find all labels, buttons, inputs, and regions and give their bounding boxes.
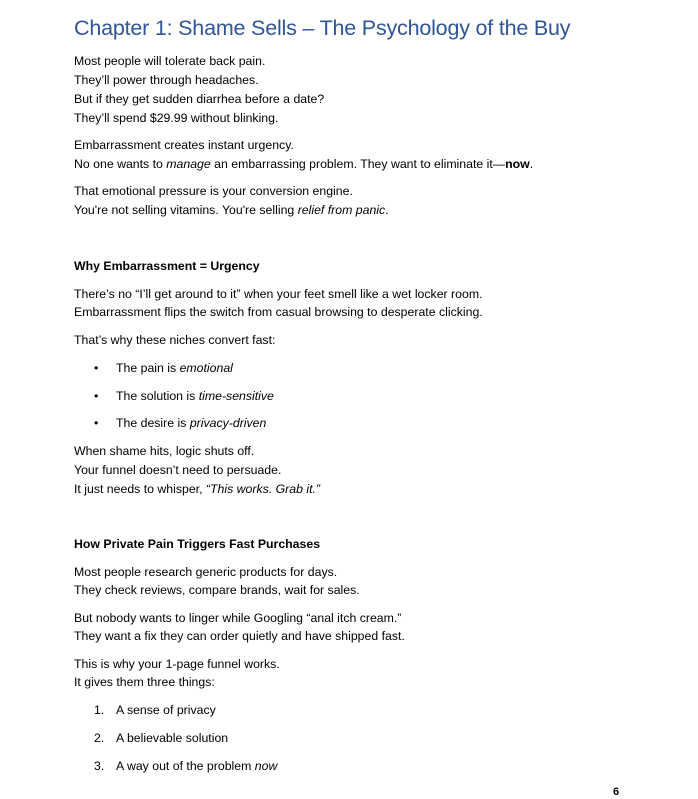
text-run: an embarrassing problem. They want to eliminate it— xyxy=(210,157,506,171)
text-run: You're not selling vitamins. You're selling xyxy=(74,203,298,217)
body-line: It gives them three things: xyxy=(74,675,215,689)
text-run: . xyxy=(529,157,534,171)
bullet-marker: • xyxy=(94,416,99,430)
body-line: They want a fix they can order quietly and have shipped fast. xyxy=(74,629,405,643)
intro-line: They’ll power through headaches. xyxy=(74,73,259,87)
body-line: But nobody wants to linger while Googling “anal itch cream.” xyxy=(74,611,402,625)
text-run: The solution is xyxy=(116,389,199,403)
emphasis-text: emotional xyxy=(179,361,233,375)
body-line: That’s why these niches convert fast: xyxy=(74,333,276,347)
bullet-text xyxy=(116,415,266,431)
number-marker: 1. xyxy=(94,703,105,717)
emphasis-text: time-sensitive xyxy=(198,389,274,403)
body-line: This is why your 1-page funnel works. xyxy=(74,657,280,671)
bullet-text xyxy=(116,388,274,404)
emphasis-text: privacy-driven xyxy=(189,416,267,430)
intro-line: Most people will tolerate back pain. xyxy=(74,54,266,68)
text-run: A believable solution xyxy=(116,731,229,745)
text-run: A way out of the problem xyxy=(116,759,255,773)
body-line: Most people research generic products for days. xyxy=(74,565,338,579)
chapter-title: Chapter 1: Shame Sells – The Psychology of the Buy xyxy=(74,16,571,40)
body-line: When shame hits, logic shuts off. xyxy=(74,444,255,458)
text-run: A sense of privacy xyxy=(116,703,216,717)
strong-text: now xyxy=(505,157,530,171)
body-line: There’s no “I’ll get around to it” when your feet smell like a wet locker room. xyxy=(74,287,483,301)
body-line: Your funnel doesn’t need to persuade. xyxy=(74,463,282,477)
number-marker: 3. xyxy=(94,759,105,773)
emphasis-text: “This works. Grab it.” xyxy=(205,482,321,496)
body-line: Embarrassment flips the switch from casual browsing to desperate clicking. xyxy=(74,305,483,319)
text-run: The pain is xyxy=(116,361,180,375)
text-run: . xyxy=(385,203,389,217)
text-run: The desire is xyxy=(116,416,190,430)
text-run: No one wants to xyxy=(74,157,167,171)
bullet-marker: • xyxy=(94,389,99,403)
bullet-marker: • xyxy=(94,361,99,375)
bullet-text xyxy=(116,360,233,376)
section-heading: Why Embarrassment = Urgency xyxy=(74,259,260,273)
number-marker: 2. xyxy=(94,731,105,745)
numbered-text xyxy=(116,730,228,746)
intro-line: That emotional pressure is your conversion engine. xyxy=(74,184,353,198)
numbered-text xyxy=(116,702,216,718)
intro-line: They’ll spend $29.99 without blinking. xyxy=(74,111,279,125)
emphasis-text: relief from panic xyxy=(297,203,386,217)
section-heading: How Private Pain Triggers Fast Purchases xyxy=(74,537,321,551)
numbered-text xyxy=(116,758,277,774)
emphasis-text: now xyxy=(254,759,278,773)
intro-line xyxy=(74,202,389,218)
intro-line xyxy=(74,156,533,172)
body-line xyxy=(74,481,320,497)
intro-line: But if they get sudden diarrhea before a date? xyxy=(74,92,325,106)
intro-line: Embarrassment creates instant urgency. xyxy=(74,138,294,152)
text-run: It just needs to whisper, xyxy=(74,482,206,496)
body-line: They check reviews, compare brands, wait for sales. xyxy=(74,583,360,597)
page-number: 6 xyxy=(613,786,620,798)
emphasis-text: manage xyxy=(166,157,211,171)
